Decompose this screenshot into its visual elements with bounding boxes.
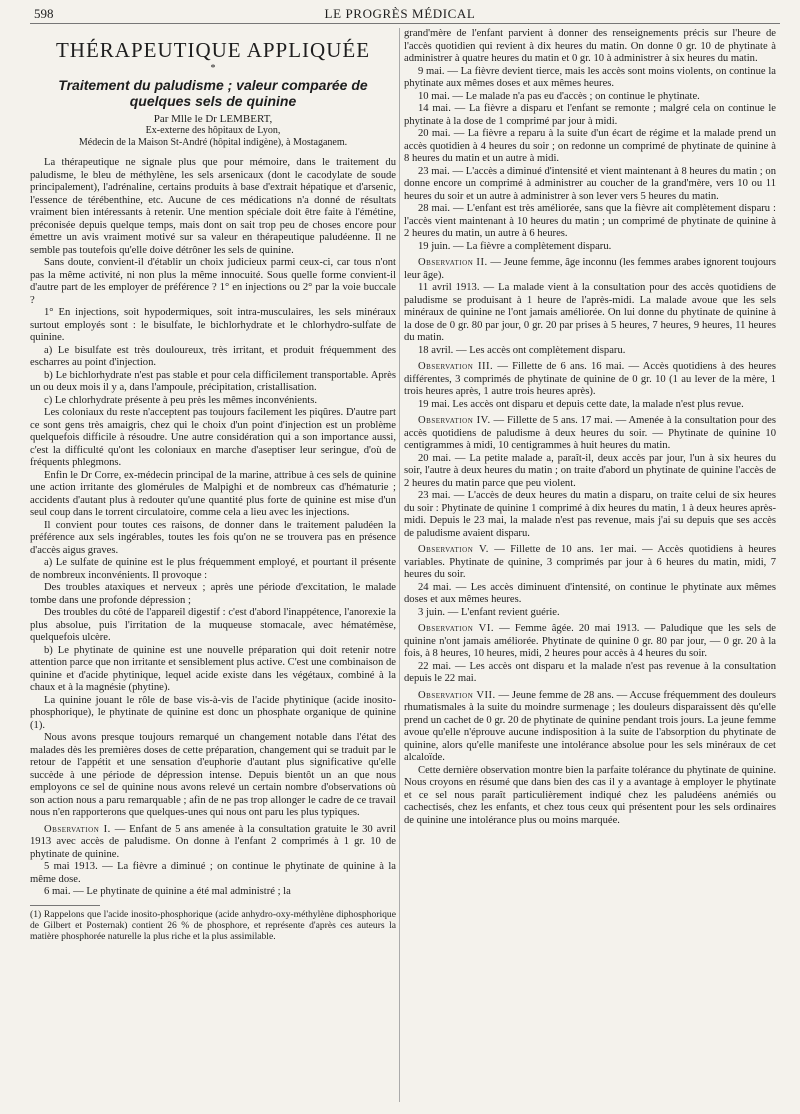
paragraph-text: 9 mai. — La fièvre devient tierce, mais les accès sont moins violents, on continue la phytinate aux mêmes doses et aux mêmes heures. (404, 65, 776, 89)
affiliation-line-2: Médecin de la Maison St-André (hôpital indigène), à Mostaganem. (78, 137, 348, 148)
page-number: 598 (34, 6, 54, 21)
paragraph-text: 18 avril. — Les accès ont complètement disparu. (418, 344, 626, 356)
paragraph-text: — Enfant de 5 ans amenée à la consultation gratuite le 30 avril 1913 avec accès de paludisme. On donne à l'enfant 2 comprimés à 1 gr. 10 de phytinate de quinine. (30, 823, 396, 860)
paragraph-text: 20 mai. — La fièvre a reparu à la suite d'un écart de régime et la malade prend un accès quotidien à 4 heures du soir ; on redonne un comprimé de phytinate de quinine à 8 heures du matin et un autre à midi. (404, 128, 776, 164)
left-body (30, 157, 396, 899)
paragraph-text: Nous avons presque toujours remarqué un changement notable dans l'état des malades dès les premières doses de cette préparation, changement qui se traduit par le retour de l'appétit et une sensation d'euphorie d'autant plus significative qu'elle succède à une période de dépression intense. Depuis bientôt un an que nous employons ce sel de quinine nous avons relevé un certain nombre d'observations où son action nous a paru remarquable ; afin de ne pas trop allonger le cadre de ce travail nous n'en rapporterons que quelques-unes qui nous ont paru les plus typiques. (30, 732, 396, 818)
paragraph-text: 19 juin. — La fièvre a complètement disparu. (418, 240, 612, 252)
paragraph-text: 28 mai. — L'enfant est très améliorée, sans que la fièvre ait complètement disparu : l'accès vient maintenant à 10 heures du matin ; un comprimé de phytinate de quinine à 2 heures du matin, un autre à 6 heures. (404, 203, 776, 239)
paragraph (30, 407, 396, 470)
paragraph (30, 695, 396, 733)
paragraph (30, 470, 396, 520)
title-separator: * (210, 63, 216, 74)
paragraph-text: grand'mère de l'enfant parvient à donner des renseignements précis sur l'heure de l'accès quotidien qui revient à dix heures du matin. On donne 0 gr. 10 de phytinate à administrer à quatre heures du matin et 0 gr. 10 à administrer à six heures du matin. (404, 28, 776, 64)
observation-label: Observation I. (44, 823, 111, 835)
paragraph (30, 861, 396, 886)
observation-paragraph (404, 257, 776, 282)
paragraph-text: 22 mai. — Les accès ont disparu et la malade n'est pas revenue à la consultation depuis le 22 mai. (404, 660, 776, 684)
paragraph-text: a) Le sulfate de quinine est le plus fréquemment employé, et pourtant il présente de nombreux inconvénients. Il provoque : (30, 557, 396, 581)
paragraph (404, 453, 776, 491)
observation-paragraph (30, 824, 396, 862)
paragraph (404, 765, 776, 828)
paragraph (404, 128, 776, 166)
running-head (0, 0, 800, 24)
paragraph-text: La quinine jouant le rôle de base vis-à-vis de l'acide phytinique (acide inosito-phosphorique), le phytinate de quinine est donc un phosphate organique de quinine (1). (30, 694, 396, 731)
paragraph-text: 6 mai. — Le phytinate de quinine a été mal administré ; la (44, 886, 291, 897)
paragraph-text: — Jeune femme de 28 ans. — Accuse fréquemment des douleurs rhumatismales à la suite du moindre surmenage ; les douleurs disparaissent dès qu'elle prend un cachet de 0 gr. 20 de phytinate de quinine pendant trois jours. La jeune femme avoue qu'elle n'éprouve aucune indisposition à la suite de l'absorption du phytinate de quinine, alors qu'elle manifeste une intolérance absolue pour les sels minéraux de cet alcaloïde. (404, 689, 776, 763)
observation-paragraph (404, 544, 776, 582)
paragraph (404, 28, 776, 66)
paragraph (30, 157, 396, 257)
observation-label: Observation VII. (418, 689, 496, 701)
paragraph (404, 203, 776, 241)
paragraph-text: 20 mai. — La petite malade a, paraît-il, deux accès par jour, l'un à six heures du soir, l'autre à deux heures du matin ; on traite d'abord un phytinate de quinine l'accès de 2 heures du matin parce que peu violent. (404, 452, 776, 489)
paragraph (404, 241, 776, 254)
observation-label: Observation IV. (418, 415, 491, 426)
observation-label: Observation VI. (418, 623, 494, 634)
paragraph-text: — Fillette de 10 ans. 1er mai. — Accès quotidiens à heures variables. Phytinate de quinine, 3 comprimés par jour à 6 heures du matin, midi, 7 heures du soir. (404, 544, 776, 580)
paragraph (30, 645, 396, 695)
paragraph-text: Des troubles du côté de l'appareil digestif : c'est d'abord l'inappétence, l'anorexie la plus absolue, puis l'irritation de la muqueuse stomacale, avec hématémèse, quelquefois ulcère. (30, 607, 396, 643)
section-title: THÉRAPEUTIQUE APPLIQUÉE (55, 38, 371, 62)
paragraph (30, 607, 396, 645)
paragraph-text: 1° En injections, soit hypodermiques, soit intra-musculaires, les sels minéraux surtout employés sont : le bisulfate, le bichlorhydrate et le chlorhydro-sulfate de quinine. (30, 307, 396, 343)
paragraph (404, 345, 776, 358)
paragraph-text: b) Le phytinate de quinine est une nouvelle préparation qui doit retenir notre attention parce que non irritante et sensiblement plus active. C'est une combinaison de quinine et d'acide phytinique, lequel acide existe dans les végétaux, combiné à la chaux et à la magnésie (phytine). (30, 644, 396, 693)
paragraph-text: 5 mai 1913. — La fièvre a diminué ; on continue le phytinate de quinine à la même dose. (30, 861, 396, 885)
paragraph (30, 732, 396, 820)
paragraph-text: Sans doute, convient-il d'établir un choix judicieux parmi ceux-ci, car tous n'ont pas la même activité, ni non plus la même innocuité. Sous quelle forme convient-il d'autre part de les employer de préférence ? 1° en injections ou 2° par la voie buccale ? (30, 257, 396, 306)
right-body (404, 28, 776, 827)
observation-paragraph (404, 623, 776, 661)
paragraph (404, 399, 776, 412)
paragraph (30, 257, 396, 307)
right-column (404, 28, 776, 1108)
paragraph-text: Il convient pour toutes ces raisons, de donner dans le traitement paludéen la préférence aux sels ingérables, toutes les fois qu'on ne se trouvera pas en présence d'accès aigus graves. (30, 519, 396, 556)
article-title: Traitement du paludisme ; valeur comparée de quelques sels de quinine (58, 77, 368, 109)
paragraph (30, 886, 396, 899)
paragraph-text: 23 mai. — L'accès a diminué d'intensité et vient maintenant à 8 heures du matin ; on donne encore un comprimé à administrer au coucher de la grand'mère, vers 10 ou 11 heures du soir et un autre à administrer à son lever vers 5 heures du matin. (404, 165, 776, 202)
paragraph-text: Des troubles ataxiques et nerveux ; après une période d'excitation, le malade tombe dans une profonde dépression ; (30, 582, 396, 606)
paragraph-text: Enfin le Dr Corre, ex-médecin principal de la marine, attribue à ces sels de quinine une action irritante des glomérules de Malpighi et de nombreux cas d'hématurie ; accidents d'autant plus à redouter qu'une quantité plus forte de quinine est mise d'un seul coup dans le torrent circulatoire, comme cela a lieu avec les injections. (30, 469, 396, 518)
paragraph (30, 370, 396, 395)
footnote-rule (30, 905, 100, 906)
paragraph-text: b) Le bichlorhydrate n'est pas stable et pour cela difficilement transportable. Après un ou deux mois il y a, dans l'ampoule, précipitation, cristallisation. (30, 369, 396, 393)
affiliation-line-1: Ex-externe des hôpitaux de Lyon, (145, 125, 281, 136)
paragraph (30, 582, 396, 607)
paragraph-text: — Fillette de 6 ans. 16 mai. — Accès quotidiens à des heures différentes, 3 comprimés de phytinate de quinine de 0 gr. 10 (1 au lever de la mère, 1 trois heures après, 1 autre trois heures après). (404, 361, 776, 397)
paragraph-text: a) Le bisulfate est très douloureux, très irritant, et produit fréquemment des escharres au point d'injection. (30, 344, 396, 368)
paragraph-text: La thérapeutique ne signale plus que pour mémoire, dans le traitement du paludisme, le bleu de méthylène, les sels arsenicaux (dont le cacodylate de soude principalement), l'adrénaline, certains produits à base d'extrait hépatique et d'arsenic, l'essence de térébenthine, etc. Aucune de ces médications n'a donné de résultats vraiment bien intéressants à retenir. Une mention spéciale doit être faite à l'émétine, préconisée depuis quelque temps, mais dont on sait trop peu de choses encore pour émettre un avis vraiment motivé sur sa valeur en thérapeutique paludéenne. Il ne semble pas toutefois qu'elle doive détrôner les sels de quinine. (30, 157, 396, 256)
paragraph-text: — Fillette de 5 ans. 17 mai. — Amenée à la consultation pour des accès quotidiens de paludisme à deux heures du soir. — Phytinate de quinine 10 centigrammes à midi, 10 centigrammes à huit heures du matin. (404, 415, 776, 451)
paragraph-text: Les coloniaux du reste n'acceptent pas toujours facilement les piqûres. D'autre part ce sont gens très amaigris, chez qui le choix d'un point d'injection est un problème quelquefois difficile à résoudre. Une autre considération qui a son importance aussi, c'est la difficulté qu'ont les coloniaux en marche d'aseptiser leur seringue, d'où de fréquents phlegmons. (30, 407, 396, 468)
journal-title: LE PROGRÈS MÉDICAL (324, 6, 476, 21)
paragraph-text: 3 juin. — L'enfant revient guérie. (418, 606, 560, 618)
paragraph (30, 345, 396, 370)
observation-paragraph (404, 415, 776, 453)
observation-label: Observation III. (418, 361, 494, 372)
paragraph (30, 520, 396, 558)
paragraph-text: — Jeune femme, âge inconnu (les femmes arabes ignorent toujours leur âge). (404, 257, 776, 281)
header-rule (30, 23, 780, 24)
paragraph (404, 607, 776, 620)
paragraph (30, 557, 396, 582)
paragraph-text: 24 mai. — Les accès diminuent d'intensité, on continue le phytinate aux mêmes doses et aux mêmes heures. (404, 581, 776, 605)
paragraph-text: 10 mai. — Le malade n'a pas eu d'accès ; on continue le phytinate. (418, 90, 700, 102)
paragraph (404, 91, 776, 104)
paragraph (404, 66, 776, 91)
paragraph-text: 19 mai. Les accès ont disparu et depuis cette date, la malade n'est plus revue. (418, 398, 744, 410)
paragraph (404, 166, 776, 204)
left-column (30, 28, 396, 1108)
paragraph (404, 661, 776, 686)
paragraph-text: 11 avril 1913. — La malade vient à la consultation pour des accès quotidiens de paludisme se produisant à 1 heure de l'après-midi. La malade avoue que les sels minéraux de quinine ne l'ont jamais améliorée. On lui donne du phytinate de quinine à la dose de 0 gr. 80 par jour, 0 gr. 20 par prises à 5 heures, 7 heures, 9 heures, 11 heures du matin. (404, 282, 776, 343)
paragraph (30, 395, 396, 408)
paragraph (404, 490, 776, 540)
observation-label: Observation II. (418, 257, 488, 268)
observation-label: Observation V. (418, 544, 489, 555)
paragraph-text: Cette dernière observation montre bien la parfaite tolérance du phytinate de quinine. Nous croyons en résumé que dans bien des cas il y a avantage à employer le phytinate et ce sel nous paraît particulièrement indiqué chez les paludéens anémiés ou cachectisés, chez les enfants, et chez tous ceux qui présentent pour les sels ordinaires de quinine une intolérance plus ou moins marquée. (404, 764, 776, 826)
column-divider (399, 28, 400, 1102)
paragraph-text: 14 mai. — La fièvre a disparu et l'enfant se remonte ; malgré cela on continue le phytinate à la dose de 1 comprimé par jour à midi. (404, 103, 776, 127)
paragraph-text: 23 mai. — L'accès de deux heures du matin a disparu, on traite celui de six heures du soir : Phytinate de quinine 1 comprimé à dix heures du matin, 1 à deux heures après-midi. Depuis le 23 mai, la malade n'est pas revenue, mais j'ai su depuis que ses accès de paludisme avaient disparu. (404, 490, 776, 539)
paragraph-text: — Femme âgée. 20 mai 1913. — Paludique que les sels de quinine n'ont jamais améliorée. Phytinate de quinine 0 gr. 80 par jour, — 0 gr. 20 à la fois, à 8 heures, 10 heures, midi, 2 heures pour accès à 4 heures du soir. (404, 623, 776, 659)
paragraph (30, 307, 396, 345)
footnote: (1) Rappelons que l'acide inosito-phosphorique (acide anhydro-oxy-méthylène diphosphorique de Gilbert et Posternak) contient 26 % de phosphore, et représente d'après ces auteurs la matière phosphorée naturelle la plus riche et la plus assimilable. (30, 908, 396, 942)
paragraph (404, 103, 776, 128)
paragraph (404, 282, 776, 345)
observation-paragraph (404, 690, 776, 765)
author-line: Par Mlle le Dr LEMBERT, (153, 113, 273, 125)
paragraph-text: c) Le chlorhydrate présente à peu près les mêmes inconvénients. (44, 394, 317, 406)
observation-paragraph (404, 361, 776, 399)
paragraph (404, 582, 776, 607)
